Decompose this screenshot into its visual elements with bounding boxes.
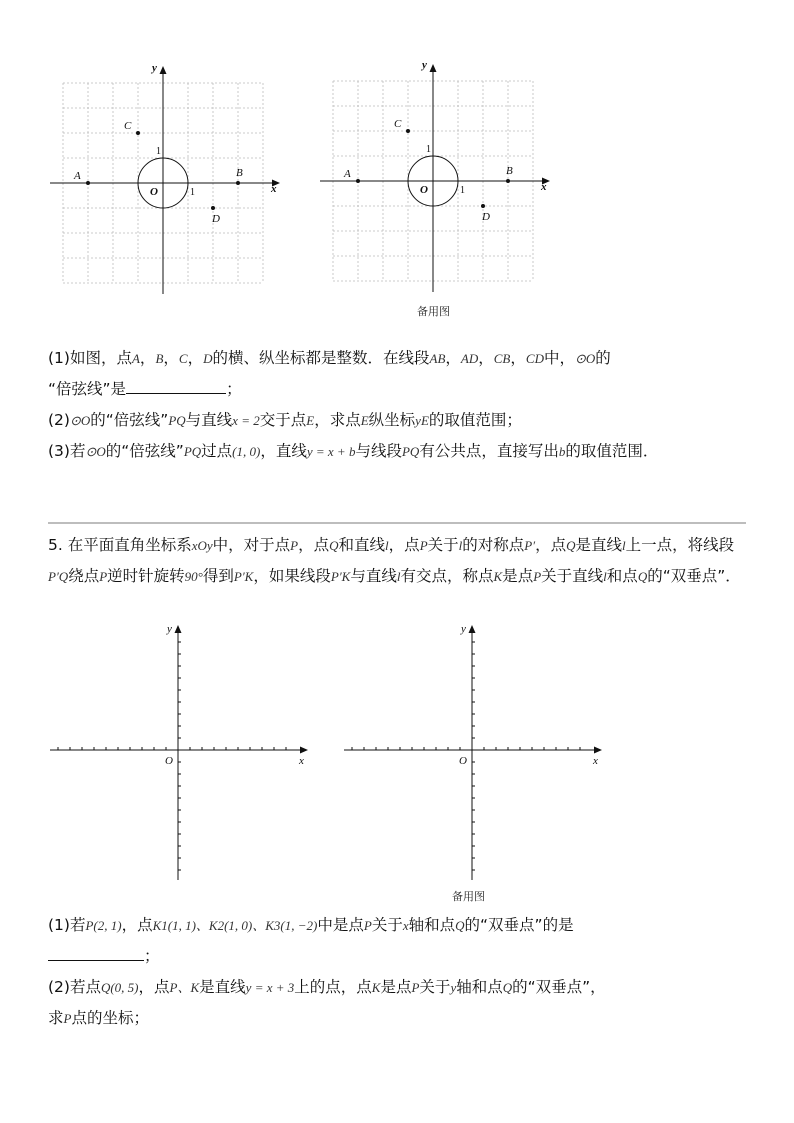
y-axis-label: y [461,623,466,635]
origin-label: O [165,755,173,767]
point-d [211,206,215,210]
q5-intro-line: 5. 在平面直角坐标系xOy中，对于点P，点Q和直线l，点P关于l的对称点P′，点Q是直线l上一点，将线段P′Q绕点P逆时针旋转90°得到P′K，如果线段P′K与直线l有交点，称点K是点P关于直线l和点Q的“双垂点”． [48,536,741,585]
y-axis-label: y [422,59,427,71]
point-d [481,204,485,208]
point-label-b: B [506,165,513,177]
point-label-b: B [236,167,243,179]
unit-y-label: 1 [156,146,161,157]
y-axis-label: y [167,623,172,635]
q5-parts [48,910,748,1034]
figure-4-caption: 备用图 [452,890,485,903]
q5-intro [48,530,748,592]
figure-2-caption: 备用图 [417,305,450,318]
point-a [86,181,90,185]
origin-label: O [459,755,467,767]
point-label-a: A [344,168,351,180]
q4-parts [48,343,748,467]
unit-x-label: 1 [190,187,195,198]
q5-part-1-cont: ； [48,941,748,972]
points-group [343,118,513,223]
figure-2-coordinate-grid [318,58,553,298]
q4-part-1-cont: “倍弦线”是 ； [48,374,748,405]
x-axis-label: x [271,183,277,195]
answer-blank[interactable] [126,377,226,394]
point-label-d: D [482,211,490,223]
answer-blank[interactable] [48,944,144,961]
point-c [136,131,140,135]
x-axis-label: x [541,181,547,193]
point-a [356,179,360,183]
origin-label: O [150,186,158,198]
point-label-c: C [124,120,132,132]
y-axis-label: y [152,62,157,74]
q5-part-2-cont: 求P点的坐标； [48,1009,149,1027]
figure-3-axes [48,618,318,883]
point-b [506,179,510,183]
x-axis-arrow [300,747,308,754]
x-axis-label: x [299,755,304,767]
point-label-c: C [394,118,402,130]
y-axis-arrow [160,66,167,74]
q4-part-2: (2)⊙O的“倍弦线”PQ与直线x = 2交于点E，求点E纵坐标yE的取值范围； [48,411,522,429]
point-b [236,181,240,185]
unit-x-label: 1 [460,185,465,196]
section-divider [48,522,746,524]
q4-part-1: (1)如图，点A，B，C，D的横、纵坐标都是整数．在线段AB，AD，CB，CD中，⊙O的 [48,349,611,367]
y-axis-arrow [430,64,437,72]
y-axis-arrow [175,625,182,633]
unit-y-label: 1 [426,144,431,155]
y-axis-arrow [469,625,476,633]
point-label-a: A [74,170,81,182]
q5-part-1: (1)若P(2, 1)，点K1(1, 1)、K2(1, 0)、K3(1, −2)中是点P关于x轴和点Q的“双垂点”的是 [48,916,574,934]
point-label-d: D [212,213,220,225]
x-axis-arrow [594,747,602,754]
point-c [406,129,410,133]
q5-part-2: (2)若点Q(0, 5)，点P、K是直线y = x + 3上的点，点K是点P关于y轴和点Q的“双垂点”， [48,978,606,996]
figure-1-coordinate-grid [48,58,283,298]
q4-part-3: (3)若⊙O的“倍弦线”PQ过点(1, 0)，直线y = x + b与线段PQ有公共点，直接写出b的取值范围． [48,442,659,460]
figure-4-axes [342,618,612,883]
origin-label: O [420,184,428,196]
points-group [73,120,243,225]
x-axis-label: x [593,755,598,767]
